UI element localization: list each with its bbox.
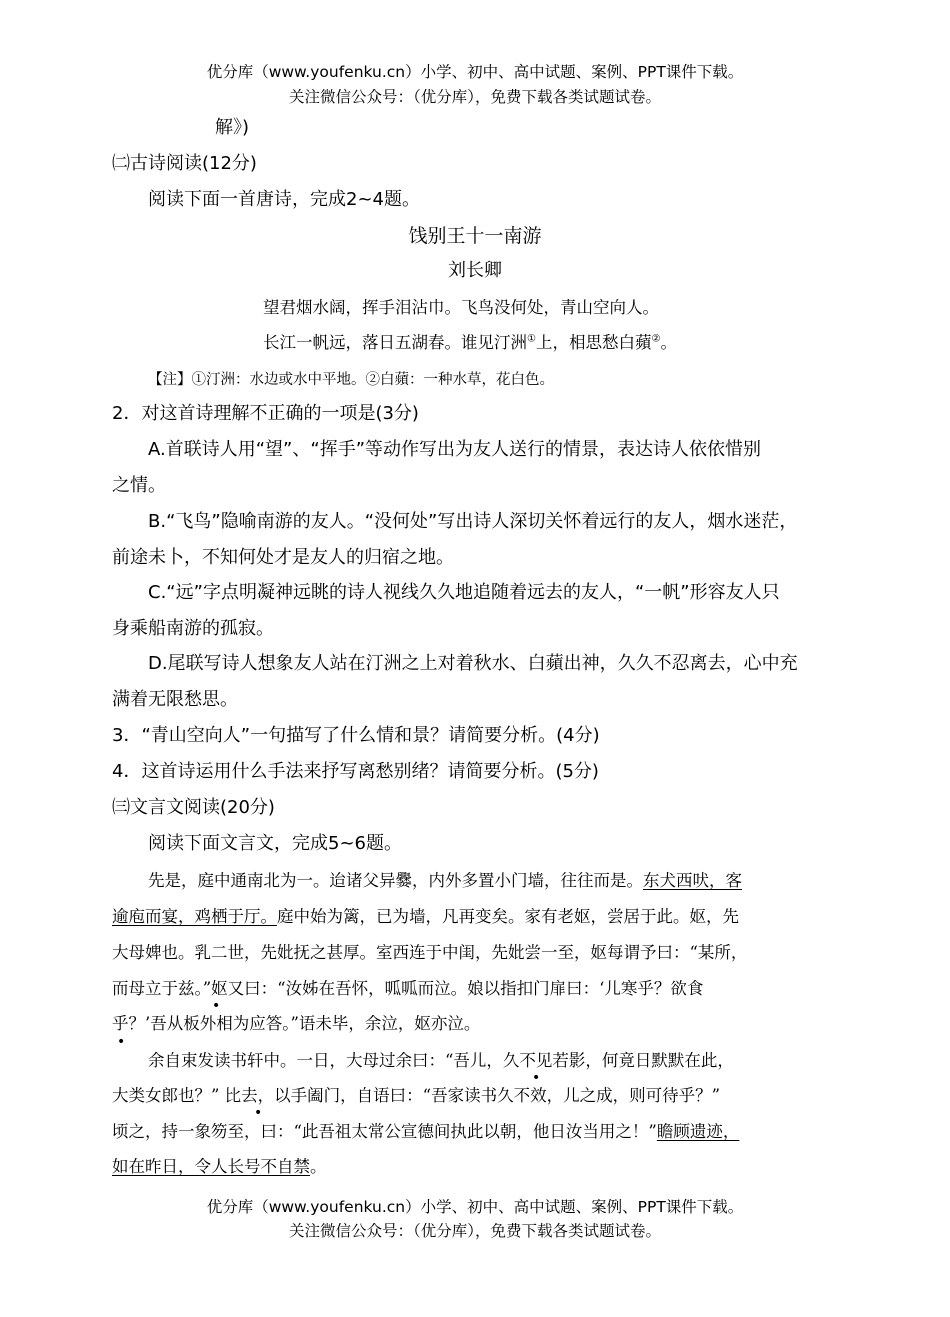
section-heading-poetry: ㈡古诗阅读(12分) (112, 153, 257, 174)
classical-intro: 阅读下面文言文，完成5~6题。 (148, 833, 402, 854)
underlined-sentence-1: 东犬西吠，客 (643, 871, 742, 890)
option-c-line-2: 身乘船南游的孤寂。 (112, 618, 274, 639)
passage-p1-line-4: 而母立于兹。”妪又曰：“汝姊在吾怀，呱呱而泣。娘以指扣门扉曰：‘儿寒乎？欲食 (112, 979, 704, 998)
emphasis-dot: • (117, 1034, 126, 1050)
question-2: 2．对这首诗理解不正确的一项是(3分) (112, 403, 419, 424)
emphasis-dot: • (254, 1105, 263, 1121)
passage-p1-line-3: 大母婢也。乳二世，先妣抚之甚厚。室西连于中闺，先妣尝一至，妪每谓予曰：“某所， (112, 943, 748, 962)
passage-p1-line-5: 乎？’吾从板外相为应答。”语未毕，余泣，妪亦泣。 (112, 1014, 481, 1033)
poem-line-1: 望君烟水阔，挥手泪沾巾。飞鸟没何处，青山空向人。 (263, 298, 659, 317)
underlined-sentence-2: 瞻顾遗迹， (656, 1122, 740, 1141)
underlined-sentence-1-cont: 逾庖而宴，鸡栖于厅。 (112, 907, 277, 926)
passage-p1-line-2: 逾庖而宴，鸡栖于厅。庭中始为篱，已为墙，凡再变矣。家有老妪，尝居于此。妪，先 (112, 907, 739, 926)
option-b-line-2: 前途未卜，不知何处才是友人的归宿之地。 (112, 547, 454, 568)
section-heading-classical: ㈢文言文阅读(20分) (112, 797, 275, 818)
poem-title: 饯别王十一南游 (408, 225, 542, 247)
emphasis-dot: • (532, 1070, 541, 1086)
passage-p2-line-1: 余自束发读书轩中。一日，大母过余曰：“吾儿，久不见若影，何竟日默默在此， (148, 1051, 734, 1070)
passage-p1-line-1: 先是，庭中通南北为一。迨诸父异爨，内外多置小门墙，往往而是。东犬西吠，客 (148, 871, 742, 890)
option-c-line-1: C.“远”字点明凝神远眺的诗人视线久久地追随着远去的友人，“一帆”形容友人只 (148, 582, 780, 603)
underlined-sentence-2-cont: 如在昨日，令人长号不自禁 (112, 1157, 310, 1176)
poem-author: 刘长卿 (448, 260, 502, 281)
passage-p2-line-2: 大类女郎也？” 比去，以手阖门，自语曰：“吾家读书久不效，儿之成，则可待乎？” (112, 1086, 721, 1105)
option-d-line-2: 满着无限愁思。 (112, 689, 238, 710)
option-a-line-1: A.首联诗人用“望”、“挥手”等动作写出为友人送行的情景，表达诗人依依惜别 (148, 439, 762, 460)
option-b-line-1: B.“飞鸟”隐喻南游的友人。“没何处”写出诗人深切关怀着远行的友人，烟水迷茫， (148, 511, 798, 532)
header-line-1: 优分库（www.youfenku.cn）小学、初中、高中试题、案例、PPT课件下载。 (206, 63, 744, 81)
question-3: 3．“青山空向人”一句描写了什么情和景？请简要分析。(4分) (112, 725, 600, 746)
poetry-intro: 阅读下面一首唐诗，完成2~4题。 (148, 189, 420, 210)
footer-line-1: 优分库（www.youfenku.cn）小学、初中、高中试题、案例、PPT课件下载。 (206, 1198, 744, 1216)
emphasis-dot: • (212, 998, 221, 1014)
option-a-line-2: 之情。 (112, 475, 166, 496)
passage-p2-line-3: 顷之，持一象笏至，曰：“此吾祖太常公宣德间执此以朝，他日汝当用之！”瞻顾遗迹， (112, 1122, 740, 1141)
header-line-2: 关注微信公众号：（优分库），免费下载各类试题试卷。 (288, 88, 661, 106)
footer-line-2: 关注微信公众号：（优分库），免费下载各类试题试卷。 (288, 1222, 661, 1240)
poem-note: 【注】①汀洲：水边或水中平地。②白蘋：一种水草，花白色。 (148, 372, 554, 388)
previous-fragment: 解》) (215, 117, 250, 138)
poem-line-2: 长江一帆远，落日五湖春。谁见汀洲①上，相思愁白蘋②。 (263, 333, 677, 352)
question-4: 4．这首诗运用什么手法来抒写离愁别绪？请简要分析。(5分) (112, 761, 599, 782)
passage-p2-line-4: 如在昨日，令人长号不自禁。 (112, 1157, 327, 1176)
option-d-line-1: D.尾联写诗人想象友人站在汀洲之上对着秋水、白蘋出神，久久不忍离去，心中充 (148, 653, 798, 674)
